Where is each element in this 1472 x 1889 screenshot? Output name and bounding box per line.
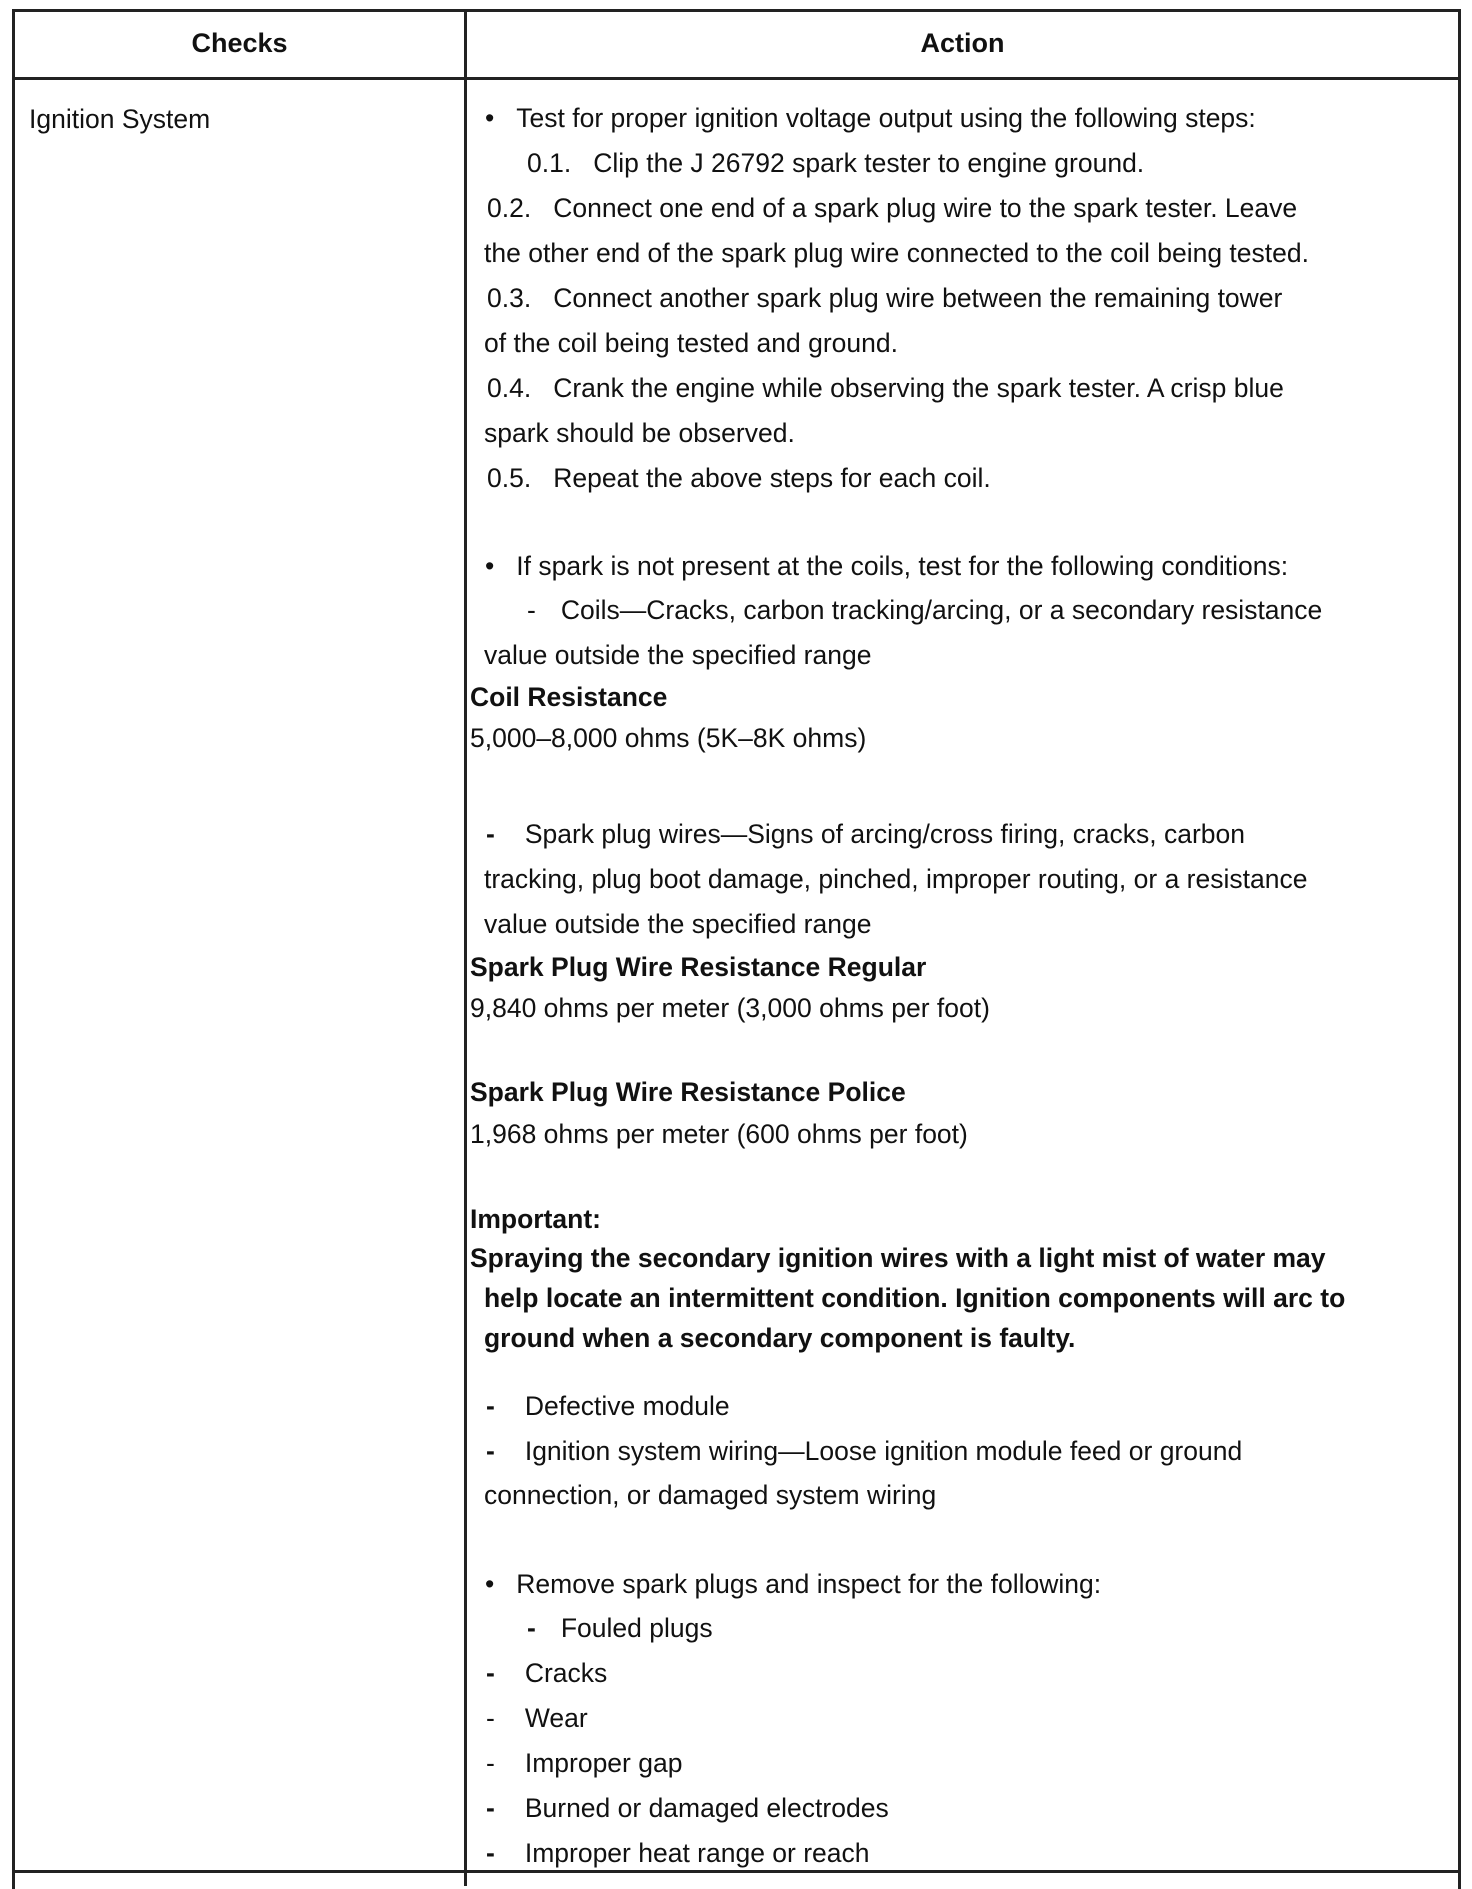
action-line: connection, or damaged system wiring [484,1480,937,1510]
action-line: - Fouled plugs [527,1613,713,1643]
important-note-line: Spraying the secondary ignition wires with a light mist of water may [470,1243,1326,1273]
important-note-line: ground when a secondary component is faulty. [484,1323,1076,1353]
action-line: - Cracks [486,1658,608,1688]
bullet-marker: • [485,103,495,133]
header-checks: Checks [191,28,288,58]
action-line: - Burned or damaged electrodes [486,1793,889,1823]
bullet-marker: • [485,551,495,581]
action-line: - Improper gap [486,1748,683,1778]
action-line: 0.5. Repeat the above steps for each coil. [487,463,991,493]
important-label: Important: [470,1204,602,1234]
action-line: - Coils—Cracks, carbon tracking/arcing, or a secondary resistance [527,595,1323,625]
action-line: of the coil being tested and ground. [484,328,898,358]
action-line: • Remove spark plugs and inspect for the following: [485,1569,1102,1599]
action-line: - Wear [486,1703,588,1733]
table-bottom-rule [12,1870,1461,1873]
action-line: - Improper heat range or reach [486,1838,870,1868]
action-line: spark should be observed. [484,418,795,448]
action-line: - Spark plug wires—Signs of arcing/cross firing, cracks, carbon [486,819,1246,849]
spec-title-wire-resistance-police: Spark Plug Wire Resistance Police [470,1077,906,1107]
action-line: 0.1. Clip the J 26792 spark tester to engine ground. [527,148,1145,178]
action-line: • If spark is not present at the coils, test for the following conditions: [485,551,1289,581]
action-line: 0.3. Connect another spark plug wire between the remaining tower [487,283,1283,313]
spec-title-coil-resistance: Coil Resistance [470,682,668,712]
spec-value-wire-resistance-police: 1,968 ohms per meter (600 ohms per foot) [470,1119,968,1149]
bullet-marker: • [485,1569,495,1599]
spec-value-wire-resistance-regular: 9,840 ohms per meter (3,000 ohms per foot) [470,993,990,1023]
action-line: - Defective module [486,1391,730,1421]
action-line: - Ignition system wiring—Loose ignition module feed or ground [486,1436,1243,1466]
header-action: Action [920,28,1005,58]
action-line: • Test for proper ignition voltage output using the following steps: [485,103,1256,133]
column-divider [464,9,467,1886]
action-line: the other end of the spark plug wire connected to the coil being tested. [484,238,1309,268]
important-note-line: help locate an intermittent condition. Ignition components will arc to [484,1283,1346,1313]
action-line: value outside the specified range [484,909,872,939]
spec-value-coil-resistance: 5,000–8,000 ohms (5K–8K ohms) [470,723,867,753]
action-line: tracking, plug boot damage, pinched, improper routing, or a resistance [484,864,1308,894]
action-line: 0.2. Connect one end of a spark plug wire to the spark tester. Leave [487,193,1298,223]
spec-title-wire-resistance-regular: Spark Plug Wire Resistance Regular [470,952,927,982]
header-divider [12,77,1461,80]
action-line: 0.4. Crank the engine while observing the spark tester. A crisp blue [487,373,1284,403]
action-line: value outside the specified range [484,640,872,670]
check-ignition-system: Ignition System [29,104,211,134]
